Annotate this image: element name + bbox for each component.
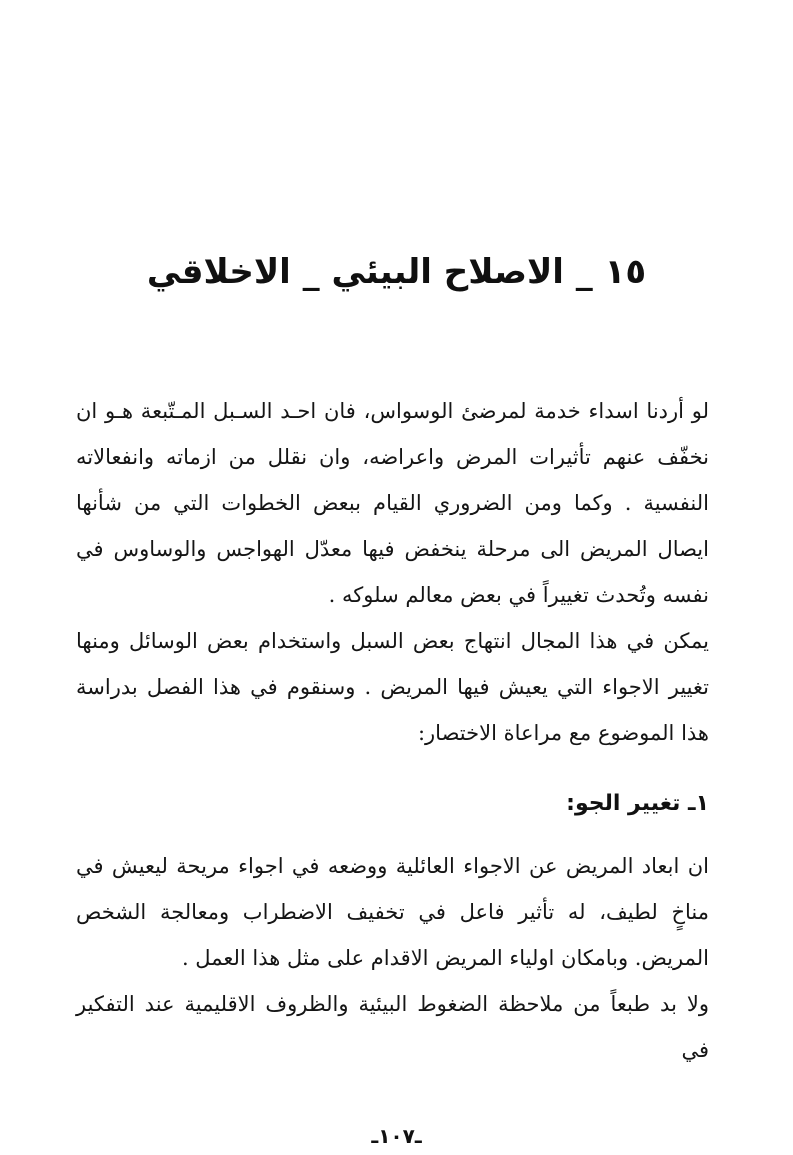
section-paragraph-1: ان ابعاد المريض عن الاجواء العائلية ووضعه في اجواء مريحة ليعيش في مناخٍ لطيف، له تأثير فاعل في تخفيف الاضطراب ومعالجة الشخص المريض. وبامكان اولياء المريض الاقدام على مثل هذا العمل . xyxy=(76,854,709,970)
section-heading: ١ـ تغيير الجو: xyxy=(566,791,709,816)
section-paragraph-2: ولا بد طبعاً من ملاحظة الضغوط البيئية والظروف الاقليمية عند التفكير في xyxy=(76,992,709,1062)
second-paragraph: يمكن في هذا المجال انتهاج بعض السبل واستخدام بعض الوسائل ومنها تغيير الاجواء التي يعيش فيها المريض . وسنقوم في هذا الفصل بدراسة هذا الموضوع مع مراعاة الاختصار: xyxy=(76,629,709,745)
chapter-content xyxy=(76,388,709,1073)
chapter-title: ١٥ _ الاصلاح البيئي _ الاخلاقي xyxy=(146,252,647,292)
page-number: ـ١٠٧ـ xyxy=(371,1124,422,1148)
intro-paragraph: لو أردنا اسداء خدمة لمرضئ الوسواس، فان احـد السـبل المـتّبعة هـو ان نخفّف عنهم تأثيرات المرض واعراضه، وان نقلل من ازماته وانفعالاته النفسية . وكما ومن الضروري القيام ببعض الخطوات التي من شأنها ايصال المريض الى مرحلة ينخفض فيها معدّل الهواجس والوساوس في نفسه وتُحدث تغييراً في بعض معالم سلوكه . xyxy=(76,399,709,607)
